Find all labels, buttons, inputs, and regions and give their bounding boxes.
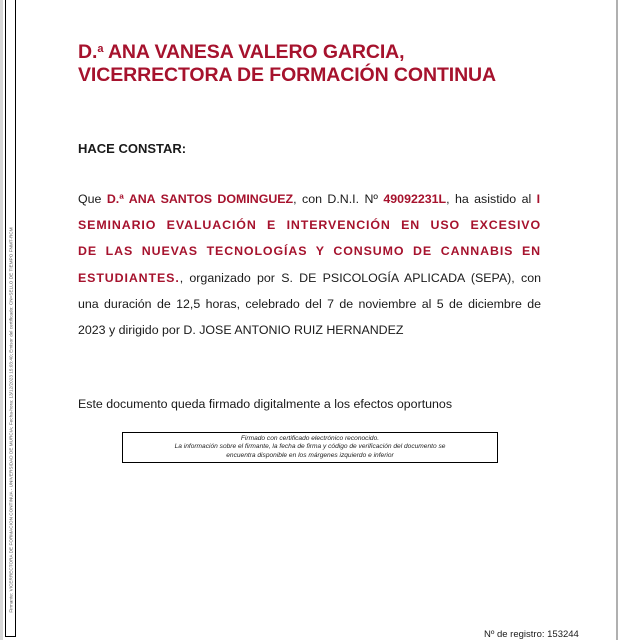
body-con-dni: , con D.N.I. Nº	[293, 192, 384, 206]
signatory-name	[78, 38, 496, 64]
signatory-prefix-sup: a	[97, 43, 104, 55]
participant-name: D.ª ANA SANTOS DOMINGUEZ	[106, 192, 294, 206]
signatory-name-text: ANA VANESA VALERO GARCIA,	[103, 41, 405, 63]
seminar-title: I SEMINARIO EVALUACIÓN E INTERVENCIÓN EN USO EXCESIVO DE LAS NUEVAS TECNOLOGÍAS Y CONSUMO DE CANNABIS EN ESTUDIANTES.	[78, 192, 541, 285]
signature-margin-text: Firmante: VICERRECTORA DE FORMACION CONTINUA - UNIVERSIDAD DE MURCIA; Fecha-hora: 13/12/2023 15:03:40; Emisor del certificado: CN=SELLO DE TIEMPO FNMT-RCM	[8, 227, 13, 613]
document-header	[78, 38, 496, 87]
body-ha-asistido: , ha asistido al	[446, 192, 537, 206]
signature-info-line-1: Firmado con certificado electrónico reconocido.	[240, 435, 380, 442]
participant-dni: 49092231L	[383, 192, 447, 206]
signatory-prefix: D.	[78, 41, 98, 63]
body-details: , organizado por S. DE PSICOLOGÍA APLICADA (SEPA), con una duración de 12,5 horas, celebrado del 7 de noviembre al 5 de diciembre de 2023 y dirigido por D. JOSE ANTONIO RUIZ HERNANDEZ	[78, 270, 541, 338]
signatory-position: VICERRECTORA DE FORMACIÓN CONTINUA	[78, 64, 497, 86]
registration-number: Nº de registro: 153244	[484, 629, 579, 640]
digital-signature-statement: Este documento queda firmado digitalmente a los efectos oportunos	[78, 397, 453, 411]
left-page-edge	[0, 0, 3, 640]
signature-info-line-3: encuentra disponible en los márgenes izquierdo e inferior	[226, 451, 394, 459]
hace-constar-heading: HACE CONSTAR:	[78, 141, 187, 156]
signature-info-line-2: La información sobre el firmante, la fecha de firma y código de verificación del documento se	[174, 443, 446, 451]
certificate-body	[78, 186, 541, 343]
body-que: Que	[78, 192, 107, 206]
signature-info-box	[122, 432, 498, 463]
